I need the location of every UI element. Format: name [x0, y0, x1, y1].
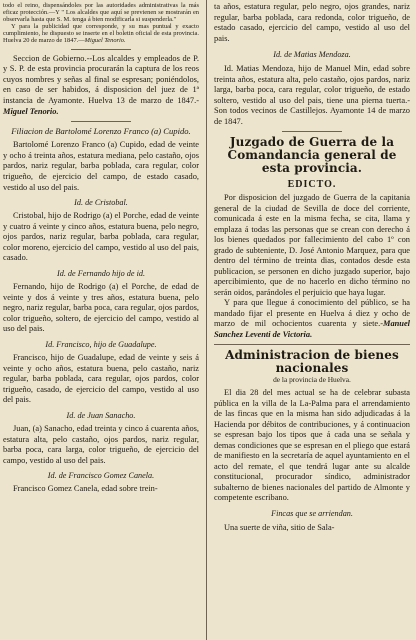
matias-description: Id. Matias Mendoza, hijo de Manuel Min, edad sobre treinta años, estatura alta, pelo castaño, ojos pardos, nariz larga, barba poca, cara regular, color trigueño, de estado soltero, vestido al uso del pais, tiene una pierna tuerta.-Son todos vecinos de Castillejos. Ayamonte 14 de marzo de 1847.: [214, 64, 410, 126]
gomez-description: Francisco Gomez Canela, edad sobre trein-: [13, 484, 158, 494]
fernando-description: Fernando, hijo de Rodrigo (a) el Porche, de edad de veinte y dos á veinte y tres años, estatura buena, pelo negro, nariz regular, barba poca, cara regular, ojos pardos, color trigueño, soltero, de ejercicio del campo, vestido al uso del pais.: [3, 282, 199, 334]
juan-description: Juan, (a) Sanacho, edad treinta y cinco á cuarenta años, estatura alta, pelo castaño, ojos pardos, nariz regular, barba poca, cara larga, color trigueño, de ejercicio del campo, vestido al uso del pais.: [3, 424, 199, 465]
separator: [71, 49, 131, 50]
separator: [214, 344, 410, 345]
top-fragment-2: [3, 23, 199, 44]
admin-body: El dia 28 del mes actual se ha de celebrar subasta pública en la villa de la La-Palma para el arrendamiento de las fincas que en la misma han sido adjudicadas á la Hacienda por débitos de contribuciones, y á continuacion se espresan bajo los tipos que á cada una se señala y demas condiciones que se espresan en el pliego que estará de manifiesto en la secretaría de aquel ayuntamiento en el acto del remate, el que tendrá lugar ante su alcalde constitucional, procurador síndico, administrador subalterno de bienes nacionales del partido de Almonte y competente escribano.: [214, 388, 410, 502]
juzgado-title: Juzgado de Guerra de la Comandancia general de esta provincia.: [227, 135, 397, 175]
edicto-body-2: [214, 298, 410, 340]
right-top-fragment: ta años, estatura regular, pelo negro, ojos grandes, nariz regular, barba poblada, cara redonda, color trigueño, de estado casado, ejercicio del campo, vestido al uso del pais.: [214, 2, 410, 43]
caption-matias: Id. de Matias Mendoza.: [273, 50, 351, 59]
capture-notice-text: Seccion de Gobierno.--Los alcaldes y empleados de P. y S. P. de esta provincia procurarán la captura de los reos cuyos nombres y señas al final se espresan; poniéndolos, en caso de ser habidos, á disposicion del juez de 1ª instancia de Ayamonte. Huelva 13 de marzo de 1847.-: [3, 53, 199, 105]
edicto-heading: EDICTO.: [287, 179, 337, 190]
caption-francisco: Id. Francisco, hijo de Guadalupe.: [45, 340, 157, 350]
column-divider: [206, 0, 207, 640]
caption-cristobal: Id. de Cristobal.: [74, 198, 128, 208]
edicto-body-2-text: Y para que llegue á conocimiento del público, se ha mandado fijar el presente en Huelva á diez y ocho de marzo de mil ochocientos cuarenta y siete.-: [214, 298, 410, 328]
edicto-body: Por disposicion del juzgado de Guerra de la capitania general de la ciudad de Sevilla de doce del corriente, comunicada á este en la misma fecha, se cita, llama y emplaza á todas las personas que se crean con derecho á los bienes quedados por fallecimiento del cabo 1º con grado de subteniente, D. José Antonio Marquez, para que dentro del término de treinta dias, contados desde esta publicacion, se personen en dicho juzgado superior, bajo apercibimiento, que de no hacerlo en dicho término no serán oidos, parándoles el perjuicio que haya lugar.: [214, 193, 410, 297]
capture-notice: [3, 54, 199, 118]
admin-subtitle: de la provincia de Huelva.: [273, 375, 351, 384]
caption-fernando: Id. de Fernando hijo de id.: [57, 269, 145, 279]
top-fragment-2-text: Y para la publicidad que corresponde, y su mas puntual y exacto cumplimiento, he dispuesto se inserte en el boletin oficial de esta provincia. Huelva 20 de marzo de 1847.—: [3, 23, 199, 45]
right-column: [214, 2, 410, 533]
caption-gomez: Id. de Francisco Gomez Canela.: [47, 471, 155, 481]
left-column: [3, 2, 199, 495]
admin-title: Administracion de bienes nacionales: [225, 348, 399, 375]
separator: [71, 121, 131, 122]
francisco-description: Francisco, hijo de Guadalupe, edad de veinte y seis á veinte y ocho años, estatura buena, pelo castaño, nariz regular, barba poblada, cara regular, ojos pardos, color trigueño, casado, de ejercicio del campo, vestido al uso del pais.: [3, 353, 199, 405]
separator: [282, 131, 342, 132]
bartolome-description: Bartolomé Lorenzo Franco (a) Cupido, edad de veinte y ocho á treinta años, estatura mediana, pelo castaño, ojos pardos, nariz regular, barba poblada, cara regular, color trigueño, de ejercicio del campo, de estado casado, vestido al uso del pais.: [3, 140, 199, 192]
top-fragment: todo el reino, dispensándoles por las autoridades administrativas la más eficaz protección.—Y " Los alcaldes que aquí se previenen se mostrarán en observarla hasta que S. M. tenga á bien modificarla si suspenderla.": [3, 2, 199, 24]
suerte-description: Una suerte de viña, sitio de Sala-: [224, 522, 335, 532]
cristobal-description: Cristobal, hijo de Rodrigo (a) el Porche, edad de veinte y cuatro á veinte y cinco años, estatura buena, pelo negro, ojos pardos, nariz regular, barba poblada, cara regular, color moreno, ejercicio del campo, vestido al uso del pais, casado.: [3, 211, 199, 263]
filiacion-heading: Filiacion de Bartolomé Lorenzo Franco (a) Cupido.: [11, 126, 191, 137]
edicto-signature: Manuel Sanchez Leventi de Victoria.: [214, 319, 410, 339]
notice-signature: Miguel Tenorio.: [3, 106, 59, 116]
fincas-heading: Fincas que se arriendan.: [271, 508, 353, 518]
top-signature: Miguel Tenorio.: [84, 37, 126, 45]
caption-juan: Id. de Juan Sanacho.: [66, 411, 136, 420]
